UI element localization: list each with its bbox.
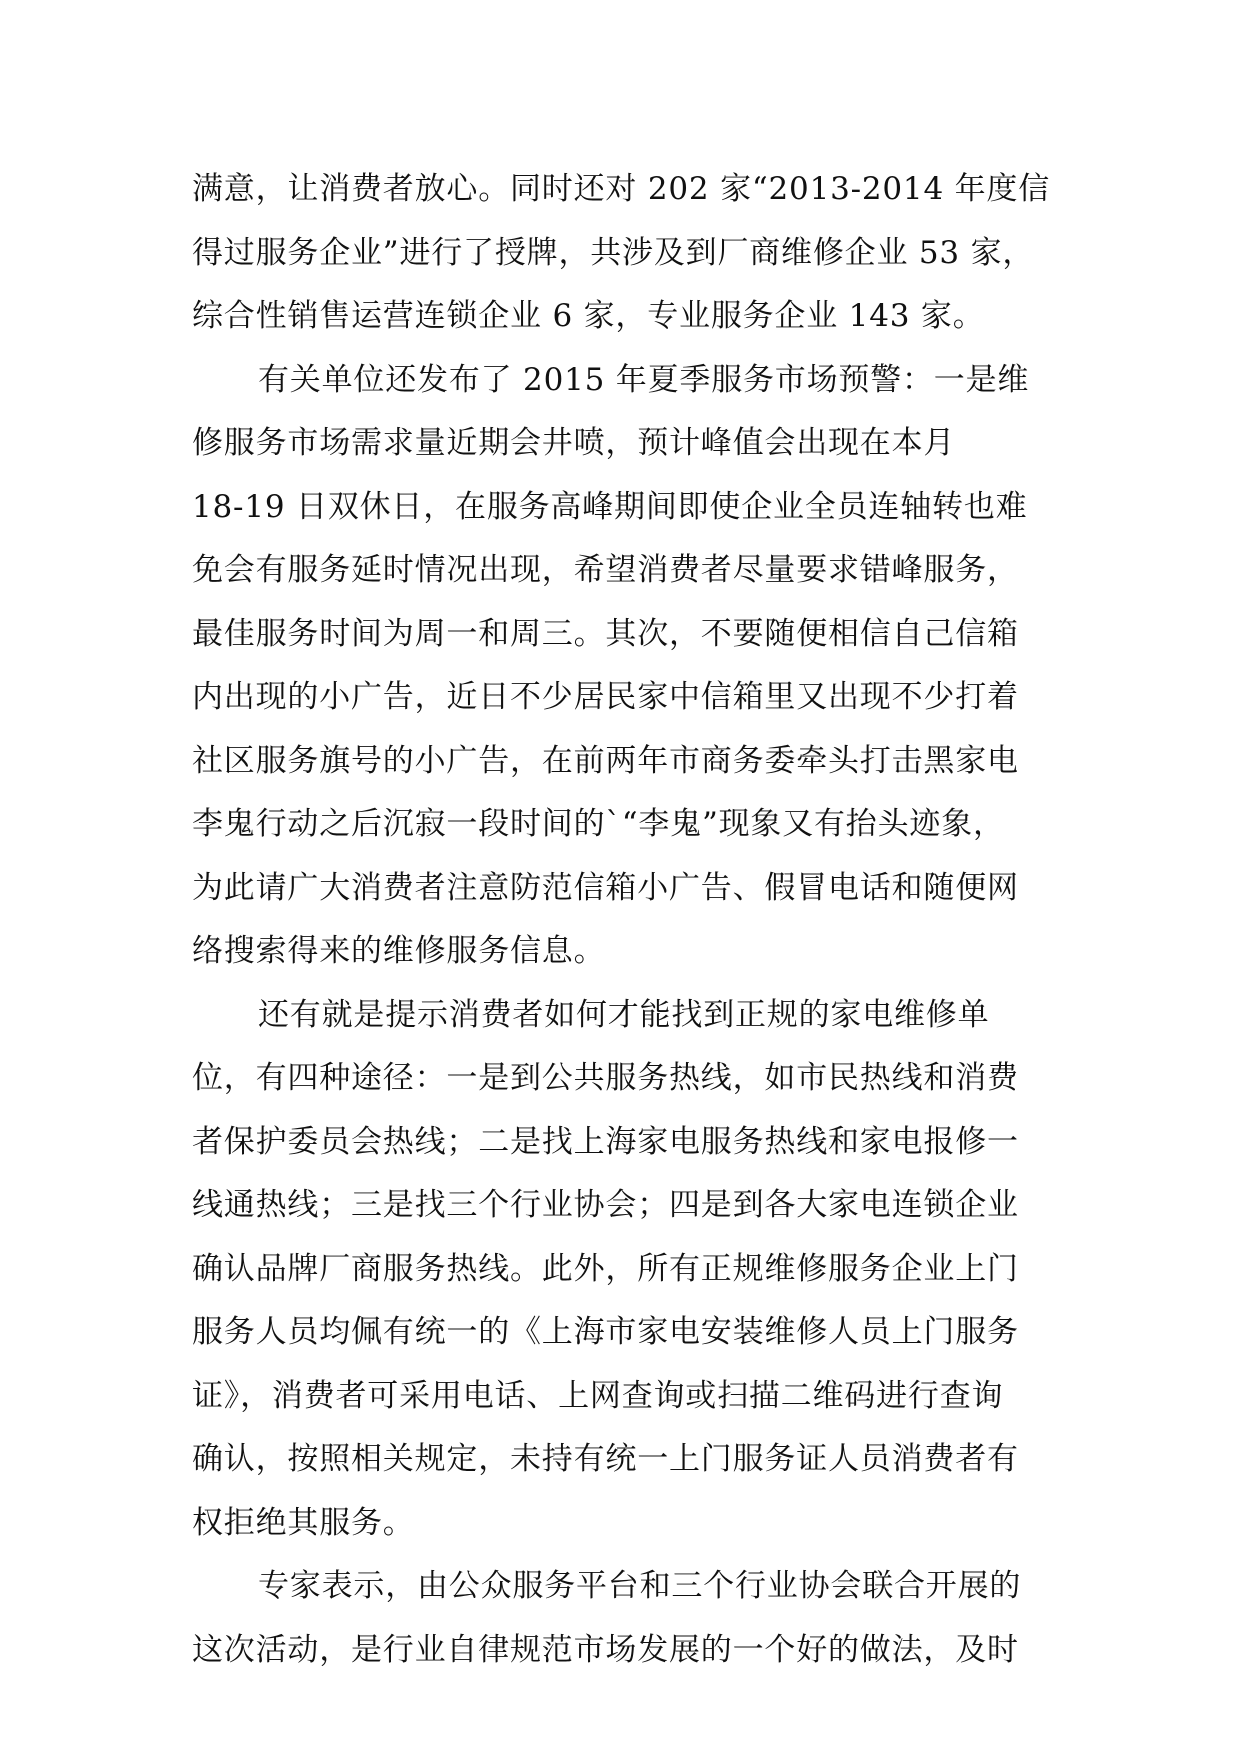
paragraph-start-line: 有关单位还发布了 2015 年夏季服务市场预警：一是维 <box>258 361 1030 398</box>
text-line-5: 修服务市场需求量近期会井喷，预计峰值会出现在本月 <box>192 425 956 461</box>
text-line-1: 满意，让消费者放心。同时还对 202 家“2013-2014 年度信 <box>192 171 1051 207</box>
text-line-10: 社区服务旗号的小广告，在前两年市商务委牵头打击黑家电 <box>192 742 1019 779</box>
text-line-2: 得过服务企业”进行了授牌，共涉及到厂商维修企业 53 家， <box>192 234 1035 271</box>
text-line-7: 免会有服务延时情况出现，希望消费者尽量要求错峰服务， <box>192 552 1019 588</box>
text-line-19: 服务人员均佩有统一的《上海市家电安装维修人员上门服务 <box>192 1314 1019 1350</box>
document-body <box>192 158 1072 1682</box>
text-line-3: 综合性销售运营连锁企业 6 家，专业服务企业 143 家。 <box>192 298 985 334</box>
text-line-13: 络搜索得来的维修服务信息。 <box>192 933 606 969</box>
text-line-6: 18-19 日双休日，在服务高峰期间即使企业全员连轴转也难 <box>192 488 1028 525</box>
text-line-12: 为此请广大消费者注意防范信箱小广告、假冒电话和随便网 <box>192 869 1019 906</box>
text-line-8: 最佳服务时间为周一和周三。其次，不要随便相信自己信箱 <box>192 615 1019 652</box>
text-line-15: 位，有四种途径：一是到公共服务热线，如市民热线和消费 <box>192 1060 1019 1096</box>
text-line-17: 线通热线；三是找三个行业协会；四是到各大家电连锁企业 <box>192 1187 1019 1223</box>
text-line-22: 权拒绝其服务。 <box>192 1504 415 1541</box>
text-line-20: 证》，消费者可采用电话、上网查询或扫描二维码进行查询 <box>192 1377 1004 1414</box>
text-line-21: 确认，按照相关规定，未持有统一上门服务证人员消费者有 <box>192 1441 1019 1477</box>
text-line-9: 内出现的小广告，近日不少居民家中信箱里又出现不少打着 <box>192 679 1019 715</box>
text-line-11: 李鬼行动之后沉寂一段时间的`“李鬼”现象又有抬头迹象， <box>192 806 1005 842</box>
text-line-18: 确认品牌厂商服务热线。此外，所有正规维修服务企业上门 <box>192 1250 1019 1287</box>
paragraph-start-line: 专家表示，由公众服务平台和三个行业协会联合开展的 <box>258 1568 1022 1604</box>
text-line-16: 者保护委员会热线；二是找上海家电服务热线和家电报修一 <box>192 1123 1019 1160</box>
text-line-24: 这次活动，是行业自律规范市场发展的一个好的做法，及时 <box>192 1631 1019 1668</box>
paragraph-start-line: 还有就是提示消费者如何才能找到正规的家电维修单 <box>258 996 990 1033</box>
